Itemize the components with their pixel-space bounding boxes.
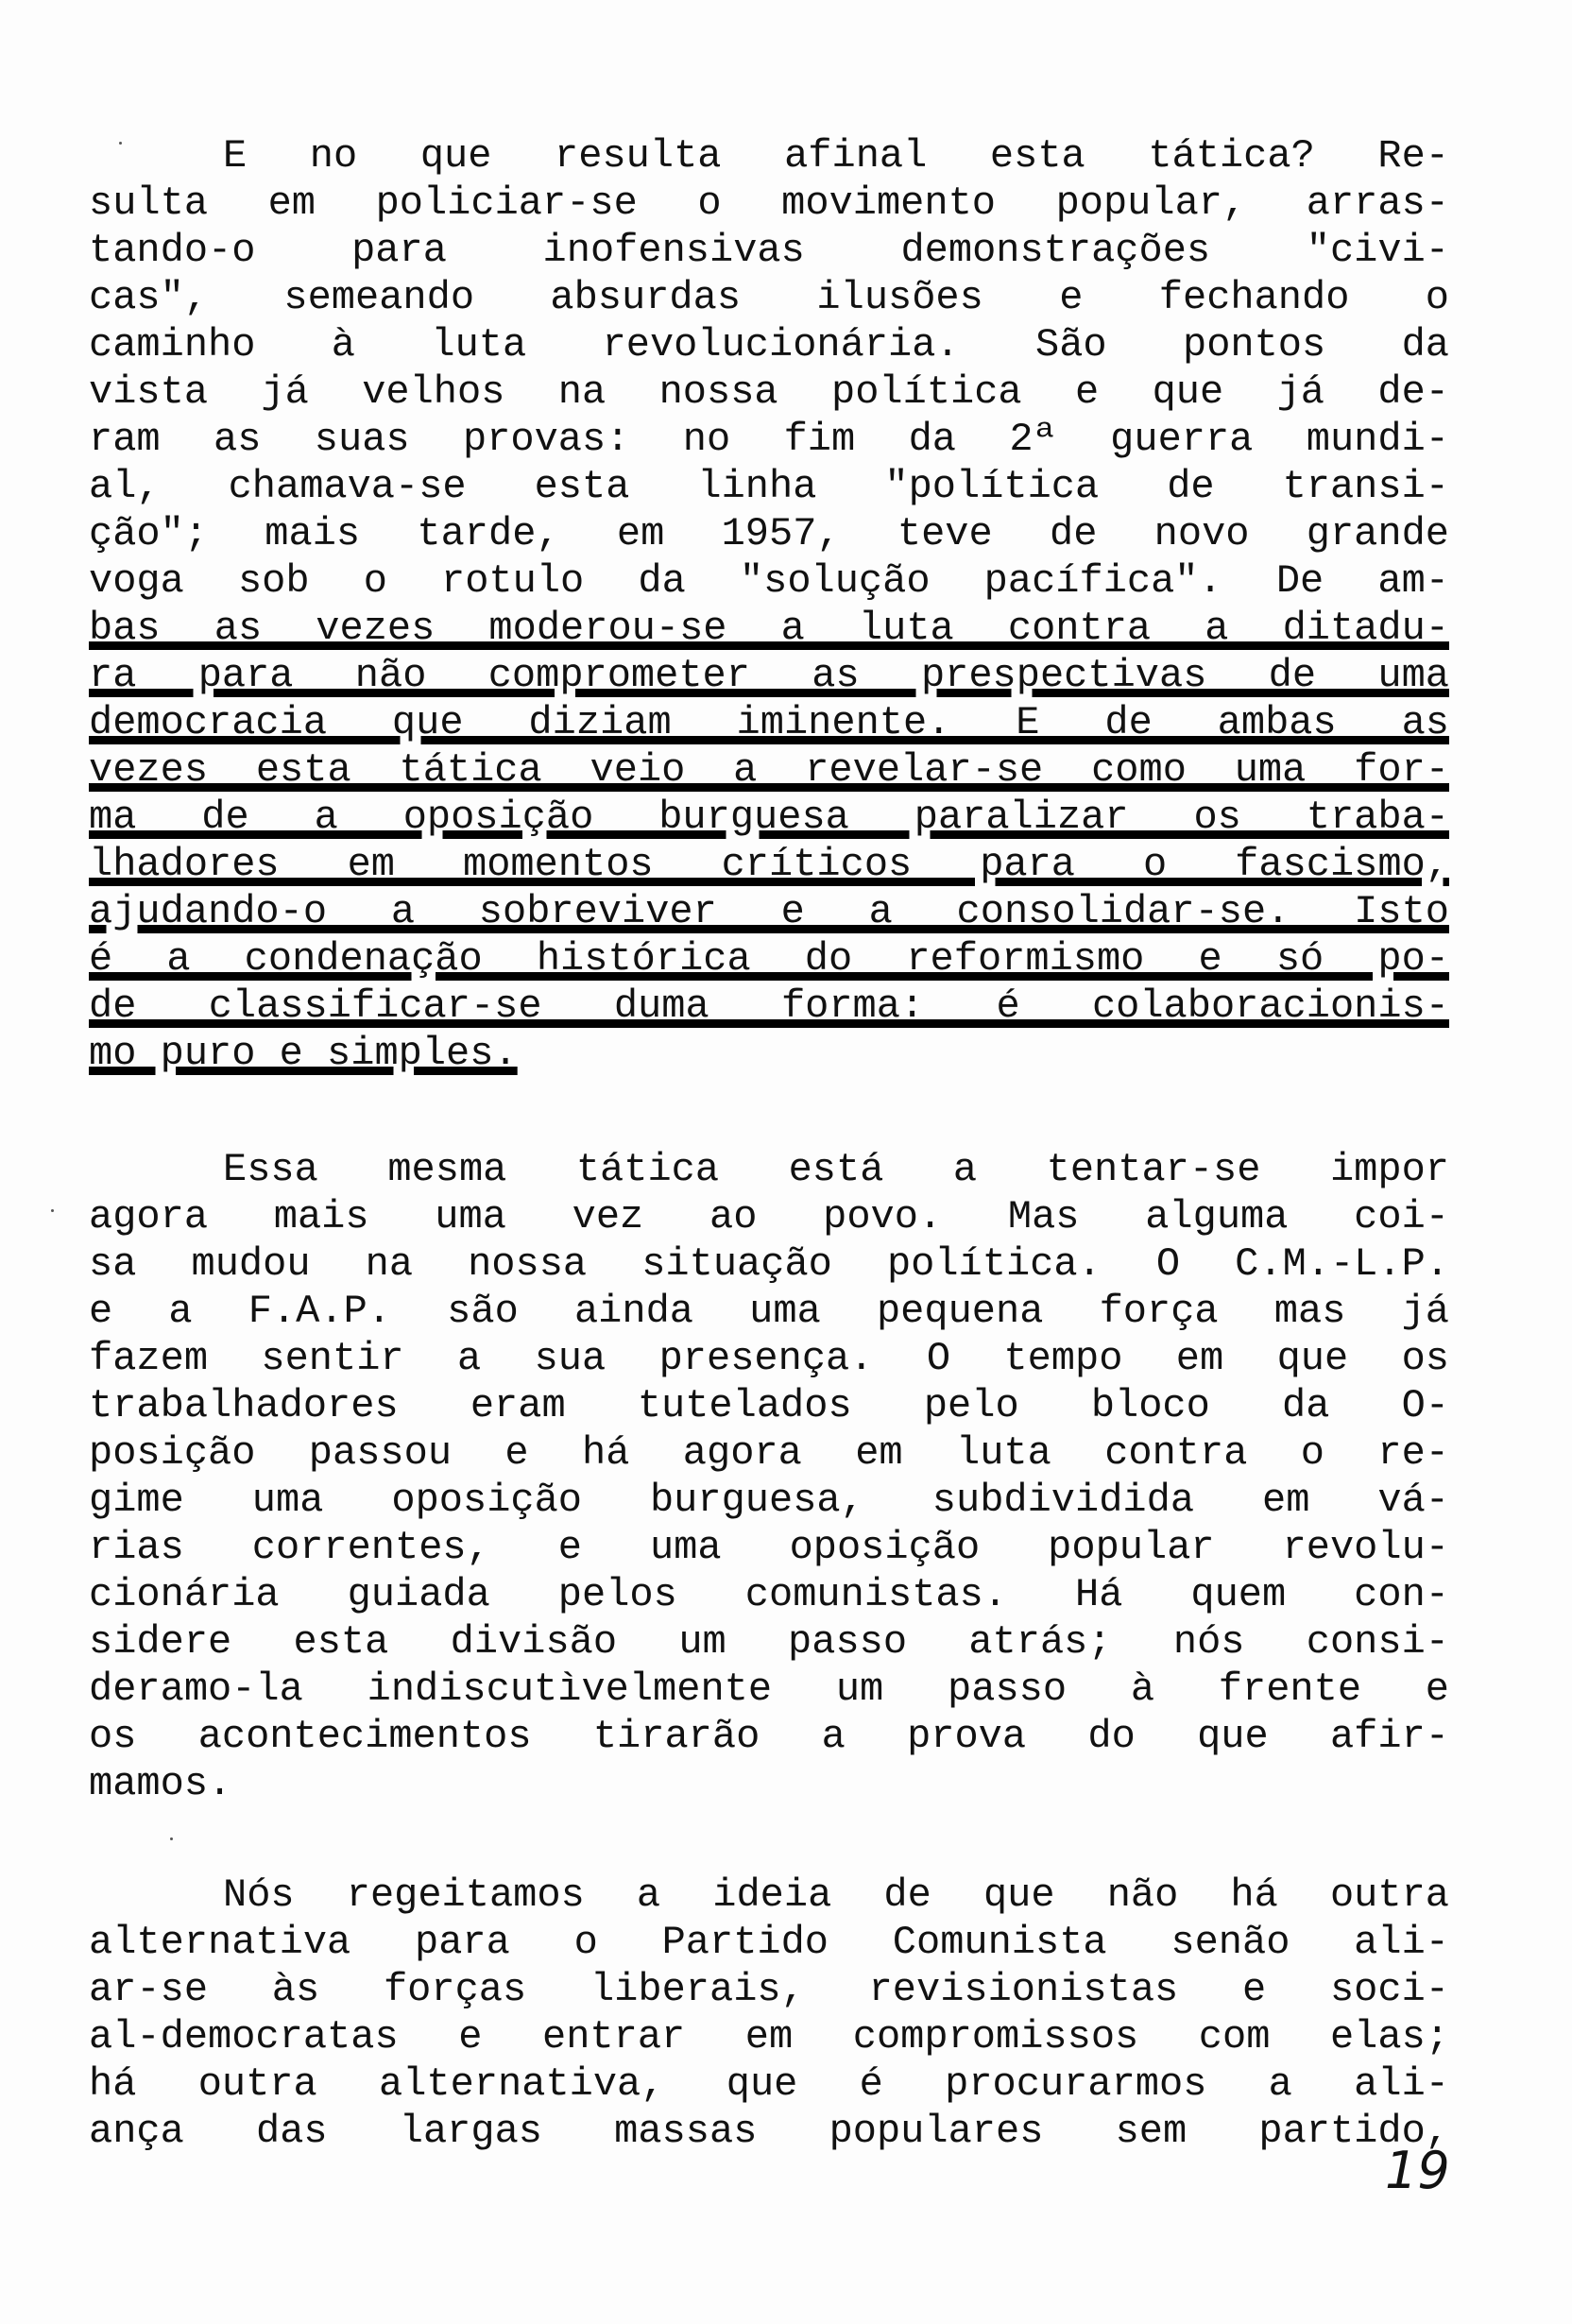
underlined-text-line: de classificar-se duma forma: é colaboracionis-: [89, 983, 1449, 1029]
text-line: posição passou e há agora em luta contra o re-: [89, 1430, 1449, 1476]
text-line: ram as suas provas: no fim da 2ª guerra mundi-: [89, 417, 1449, 462]
text-line: trabalhadores eram tutelados pelo bloco da O-: [89, 1383, 1449, 1428]
text-line: ança das largas massas populares sem partido,: [89, 2109, 1449, 2154]
text-line: cionária guiada pelos comunistas. Há quem con-: [89, 1572, 1449, 1617]
underlined-text-line: bas as vezes moderou-se a luta contra a ditadu-: [89, 606, 1449, 651]
text-line: deramo-la indiscutìvelmente um passo à frente e: [89, 1666, 1449, 1712]
text-line: caminho à luta revolucionária. São pontos da: [89, 322, 1449, 367]
underlined-text-line: vezes esta tática veio a revelar-se como uma for-: [89, 747, 1449, 793]
text-line: cas", semeando absurdas ilusões e fechando o: [89, 275, 1449, 320]
text-line: fazem sentir a sua presença. O tempo em que os: [89, 1336, 1449, 1381]
text-line: al-democratas e entrar em compromissos com elas;: [89, 2014, 1449, 2059]
text-line: Essa mesma tática está a tentar-se impor: [223, 1147, 1449, 1192]
underlined-text-line: ma de a oposição burguesa paralizar os traba-: [89, 795, 1449, 840]
scan-speck: [170, 1837, 173, 1840]
scan-speck: [119, 142, 122, 145]
text-line: mamos.: [89, 1761, 232, 1806]
underlined-text-line: ra para não comprometer as prespectivas de uma: [89, 653, 1449, 698]
text-line: ção"; mais tarde, em 1957, teve de novo grande: [89, 511, 1449, 556]
underlined-text-line: é a condenação histórica do reformismo e só po-: [89, 936, 1449, 982]
text-line: ar-se às forças liberais, revisionistas e soci-: [89, 1967, 1449, 2012]
underlined-text-line: democracia que diziam iminente. E de ambas as: [89, 700, 1449, 745]
text-line: sidere esta divisão um passo atrás; nós consi-: [89, 1619, 1449, 1665]
underlined-text-line: lhadores em momentos críticos para o fascismo,: [89, 842, 1449, 887]
text-line: rias correntes, e uma oposição popular revolu-: [89, 1525, 1449, 1570]
text-line: vista já velhos na nossa política e que já de-: [89, 369, 1449, 415]
text-line: tando-o para inofensivas demonstrações "civi-: [89, 228, 1449, 273]
text-line: sa mudou na nossa situação política. O C.M.-L.P.: [89, 1241, 1449, 1287]
scan-speck: [51, 1209, 54, 1212]
text-line: agora mais uma vez ao povo. Mas alguma coi-: [89, 1194, 1449, 1239]
page-number: 19: [1385, 2141, 1450, 2200]
text-line: Nós regeitamos a ideia de que não há outra: [223, 1872, 1449, 1918]
text-line: e a F.A.P. são ainda uma pequena força mas já: [89, 1289, 1449, 1334]
text-line: gime uma oposição burguesa, subdividida em vá-: [89, 1478, 1449, 1523]
text-line: voga sob o rotulo da "solução pacífica". De am-: [89, 558, 1449, 604]
text-line: al, chamava-se esta linha "política de transi-: [89, 464, 1449, 509]
text-line: sulta em policiar-se o movimento popular, arras-: [89, 180, 1449, 226]
text-line: alternativa para o Partido Comunista senão ali-: [89, 1920, 1449, 1965]
underlined-text-line: ajudando-o a sobreviver e a consolidar-se. Isto: [89, 889, 1449, 934]
underlined-text-line: mo puro e simples.: [89, 1031, 518, 1076]
text-line: os acontecimentos tirarão a prova do que afir-: [89, 1714, 1449, 1759]
text-line: há outra alternativa, que é procurarmos a ali-: [89, 2061, 1449, 2107]
text-line: E no que resulta afinal esta tática? Re-: [223, 133, 1449, 179]
